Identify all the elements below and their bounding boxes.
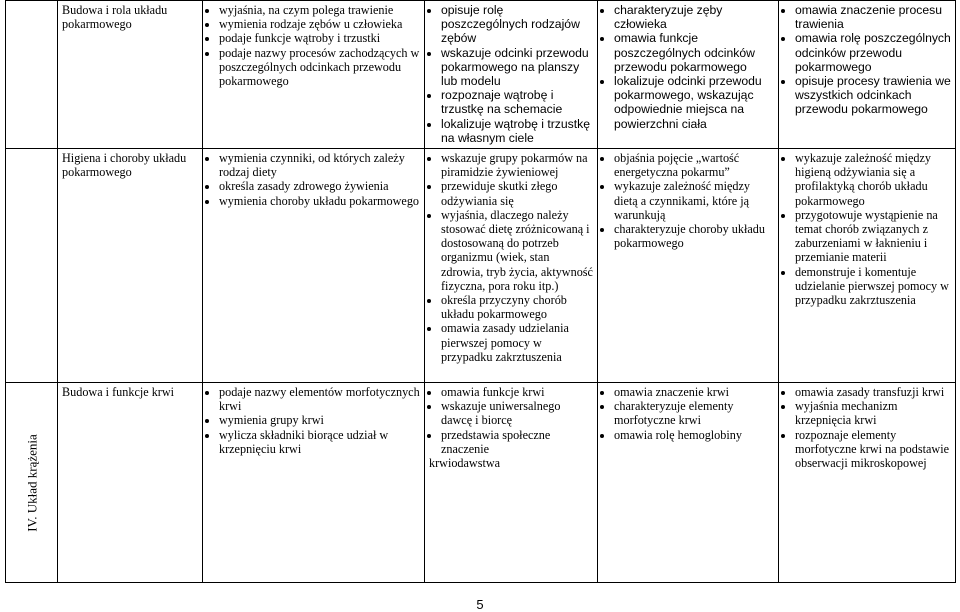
topic-label: Budowa i funkcje krwi — [62, 385, 175, 400]
topic-cell — [58, 383, 203, 583]
table-row — [6, 149, 956, 383]
list-item: • objaśnia pojęcie „wartość energetyczna pokarmu” — [614, 151, 774, 179]
list-item: • określa zasady zdrowego żywienia — [219, 179, 420, 193]
list-item: • charakteryzuje elementy morfotyczne krwi — [614, 399, 774, 427]
requirements-cell — [425, 149, 598, 383]
topic-cell — [58, 149, 203, 383]
section-cell-empty — [6, 149, 58, 383]
curriculum-table — [5, 0, 956, 583]
requirements-cell — [203, 1, 425, 149]
section-cell — [6, 383, 58, 583]
requirements-list — [207, 151, 420, 208]
requirements-list — [602, 385, 774, 442]
requirements-list — [602, 3, 774, 131]
list-item: • przewiduje skutki złego odżywiania się — [441, 179, 593, 207]
section-cell-empty — [6, 1, 58, 149]
requirements-list — [429, 385, 593, 456]
requirements-list — [783, 3, 951, 117]
list-item: • przygotowuje wystąpienie na temat chorób związanych z zaburzeniami w łaknieniu i przemianie materii — [795, 208, 951, 265]
list-item: • wskazuje odcinki przewodu pokarmowego na planszy lub modelu — [441, 46, 593, 89]
list-item: • przedstawia społeczne znaczenie — [441, 428, 593, 456]
requirements-cell — [203, 149, 425, 383]
requirements-list — [602, 151, 774, 250]
table-row — [6, 383, 956, 583]
list-item: • omawia znaczenie krwi — [614, 385, 774, 399]
topic-label: Budowa i rola układu pokarmowego — [62, 3, 168, 32]
requirements-list — [783, 385, 951, 470]
list-item: • podaje nazwy procesów zachodzących w poszczególnych odcinkach przewodu pokarmowego — [219, 46, 420, 89]
list-item: • wskazuje uniwersalnego dawcę i biorcę — [441, 399, 593, 427]
requirements-cell — [779, 149, 956, 383]
list-item: • wylicza składniki biorące udział w krzepnięciu krwi — [219, 428, 420, 456]
list-item: • wymienia rodzaje zębów u człowieka — [219, 17, 420, 31]
list-item: • opisuje rolę poszczególnych rodzajów zębów — [441, 3, 593, 46]
list-item: • omawia rolę hemoglobiny — [614, 428, 774, 442]
requirements-cell — [598, 1, 779, 149]
list-item: • podaje nazwy elementów morfotycznych krwi — [219, 385, 420, 413]
list-item: • wyjaśnia, na czym polega trawienie — [219, 3, 420, 17]
list-item: • wymienia choroby układu pokarmowego — [219, 194, 420, 208]
requirements-cell — [779, 383, 956, 583]
list-item: • demonstruje i komentuje udzielanie pierwszej pomocy w przypadku zakrztuszenia — [795, 265, 951, 308]
list-item: • omawia zasady transfuzji krwi — [795, 385, 951, 399]
page-number: 5 — [476, 597, 484, 612]
list-item: • wyjaśnia mechanizm krzepnięcia krwi — [795, 399, 951, 427]
list-item: • rozpoznaje elementy morfotyczne krwi na podstawie obserwacji mikroskopowej — [795, 428, 951, 471]
requirements-cell — [598, 383, 779, 583]
requirements-cell — [425, 383, 598, 583]
list-item: • opisuje procesy trawienia we wszystkich odcinkach przewodu pokarmowego — [795, 74, 951, 117]
requirements-list — [207, 3, 420, 88]
topic-cell — [58, 1, 203, 149]
list-item: • wykazuje zależność między higieną odżywiania się a profilaktyką chorób układu pokarmowego — [795, 151, 951, 208]
list-item: • lokalizuje wątrobę i trzustkę na własnym ciele — [441, 117, 593, 145]
list-item: • charakteryzuje zęby człowieka — [614, 3, 774, 31]
list-item: • wymienia czynniki, od których zależy rodzaj diety — [219, 151, 420, 179]
list-item: • wyjaśnia, dlaczego należy stosować dietę zróżnicowaną i dostosowaną do potrzeb organizmu (wiek, stan zdrowia, tryb życia, aktywność fizyczna, pora roku itp.) — [441, 208, 593, 293]
list-item: • wskazuje grupy pokarmów na piramidzie żywieniowej — [441, 151, 593, 179]
list-item: • charakteryzuje choroby układu pokarmowego — [614, 222, 774, 250]
list-item: • omawia znaczenie procesu trawienia — [795, 3, 951, 31]
list-item: • wymienia grupy krwi — [219, 413, 420, 427]
requirements-list — [429, 3, 593, 145]
requirements-list — [783, 151, 951, 307]
topic-label: Higiena i choroby układu pokarmowego — [62, 151, 187, 180]
list-item: • lokalizuje odcinki przewodu pokarmowego, wskazując odpowiednie miejsca na powierzchni ciała — [614, 74, 774, 131]
list-item: • omawia funkcje krwi — [441, 385, 593, 399]
list-item: • wykazuje zależność między dietą a czynnikami, które ją warunkują — [614, 179, 774, 222]
requirements-cell — [598, 149, 779, 383]
requirements-list — [207, 385, 420, 456]
list-item: • omawia zasady udzielania pierwszej pomocy w przypadku zakrztuszenia — [441, 321, 593, 364]
requirements-cell — [779, 1, 956, 149]
list-item: • określa przyczyny chorób układu pokarmowego — [441, 293, 593, 321]
list-item: • podaje funkcje wątroby i trzustki — [219, 31, 420, 45]
list-item: • omawia funkcje poszczególnych odcinków przewodu pokarmowego — [614, 31, 774, 74]
list-continuation: krwiodawstwa — [429, 456, 501, 471]
requirements-cell — [203, 383, 425, 583]
list-item: • rozpoznaje wątrobę i trzustkę na schemacie — [441, 88, 593, 116]
table-row — [6, 1, 956, 149]
requirements-list — [429, 151, 593, 364]
list-item: • omawia rolę poszczególnych odcinków przewodu pokarmowego — [795, 31, 951, 74]
requirements-cell — [425, 1, 598, 149]
section-label: IV. Układ krążenia — [24, 433, 39, 532]
